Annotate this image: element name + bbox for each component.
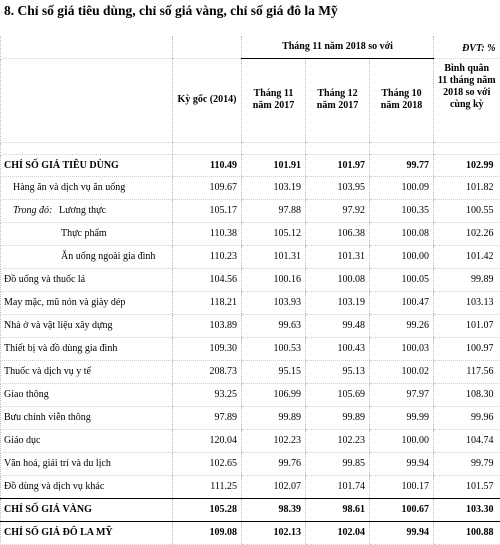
value-cell: 102.13 bbox=[242, 521, 306, 544]
value-cell: 99.94 bbox=[370, 452, 434, 475]
table-row bbox=[1, 383, 500, 406]
value-cell: 97.88 bbox=[242, 199, 306, 222]
value-cell: 101.97 bbox=[306, 154, 370, 176]
value-cell: 99.89 bbox=[434, 268, 500, 291]
value-cell: 101.07 bbox=[434, 314, 500, 337]
value-cell: 99.94 bbox=[370, 521, 434, 544]
table-row bbox=[1, 222, 500, 245]
value-cell: 103.95 bbox=[306, 176, 370, 199]
value-cell: 98.39 bbox=[242, 498, 306, 521]
value-cell: 106.99 bbox=[242, 383, 306, 406]
table-row bbox=[1, 337, 500, 360]
row-label: Thiết bị và đồ dùng gia đình bbox=[1, 337, 173, 360]
header-label-cell bbox=[1, 36, 173, 58]
value-cell: 105.12 bbox=[242, 222, 306, 245]
table-row bbox=[1, 360, 500, 383]
value-cell: 99.79 bbox=[434, 452, 500, 475]
value-cell: 117.56 bbox=[434, 360, 500, 383]
value-cell: 102.99 bbox=[434, 154, 500, 176]
value-cell: 118.21 bbox=[173, 291, 242, 314]
table-header-row bbox=[1, 58, 500, 142]
value-cell: 208.73 bbox=[173, 360, 242, 383]
row-label: CHỈ SỐ GIÁ VÀNG bbox=[1, 498, 173, 521]
value-cell: 95.15 bbox=[242, 360, 306, 383]
value-cell: 103.19 bbox=[306, 291, 370, 314]
value-cell: 99.89 bbox=[242, 406, 306, 429]
row-label: Trong đó: Lương thực bbox=[1, 199, 173, 222]
row-label: Thuốc và dịch vụ y tế bbox=[1, 360, 173, 383]
value-cell: 101.31 bbox=[306, 245, 370, 268]
value-cell: 109.30 bbox=[173, 337, 242, 360]
table-row bbox=[1, 521, 500, 544]
value-cell: 100.09 bbox=[370, 176, 434, 199]
value-cell: 99.99 bbox=[370, 406, 434, 429]
value-cell: 93.25 bbox=[173, 383, 242, 406]
value-cell: 97.89 bbox=[173, 406, 242, 429]
table-row bbox=[1, 245, 500, 268]
value-cell: 100.08 bbox=[306, 268, 370, 291]
value-cell: 99.48 bbox=[306, 314, 370, 337]
row-label: Ăn uống ngoài gia đình bbox=[1, 245, 173, 268]
value-cell: 100.17 bbox=[370, 475, 434, 498]
row-label: May mặc, mũ nón và giày dép bbox=[1, 291, 173, 314]
value-cell: 103.93 bbox=[242, 291, 306, 314]
value-cell: 99.96 bbox=[434, 406, 500, 429]
table-row bbox=[1, 176, 500, 199]
value-cell: 100.00 bbox=[370, 245, 434, 268]
table-row bbox=[1, 268, 500, 291]
unit-label: ĐVT: % bbox=[462, 43, 496, 54]
row-label: Giáo dục bbox=[1, 429, 173, 452]
value-cell: 98.61 bbox=[306, 498, 370, 521]
page-title: 8. Chỉ số giá tiêu dùng, chỉ số giá vàng, chỉ số giá đô la Mỹ bbox=[4, 3, 338, 18]
value-cell: 101.57 bbox=[434, 475, 500, 498]
value-cell: 110.23 bbox=[173, 245, 242, 268]
value-cell: 100.00 bbox=[370, 429, 434, 452]
table-row bbox=[1, 452, 500, 475]
row-label: CHỈ SỐ GIÁ ĐÔ LA MỸ bbox=[1, 521, 173, 544]
table-header-row-top bbox=[1, 36, 500, 58]
value-cell: 101.31 bbox=[242, 245, 306, 268]
table-row bbox=[1, 475, 500, 498]
value-cell: 105.69 bbox=[306, 383, 370, 406]
value-cell: 102.07 bbox=[242, 475, 306, 498]
value-cell: 102.23 bbox=[242, 429, 306, 452]
value-cell: 100.16 bbox=[242, 268, 306, 291]
value-cell: 120.04 bbox=[173, 429, 242, 452]
table-row bbox=[1, 429, 500, 452]
header-group: Tháng 11 năm 2018 so với bbox=[242, 36, 434, 58]
value-cell: 99.89 bbox=[306, 406, 370, 429]
value-cell: 100.97 bbox=[434, 337, 500, 360]
value-cell: 105.28 bbox=[173, 498, 242, 521]
value-cell: 100.08 bbox=[370, 222, 434, 245]
value-cell: 110.49 bbox=[173, 154, 242, 176]
row-label: Đồ dùng và dịch vụ khác bbox=[1, 475, 173, 498]
cpi-table bbox=[0, 36, 500, 545]
value-cell: 101.42 bbox=[434, 245, 500, 268]
header-col-avg: Bình quân 11 tháng năm 2018 so với cùng kỳ bbox=[434, 58, 500, 142]
value-cell: 100.67 bbox=[370, 498, 434, 521]
value-cell: 99.77 bbox=[370, 154, 434, 176]
header-col-base: Kỳ gốc (2014) bbox=[173, 58, 242, 142]
table-row bbox=[1, 291, 500, 314]
value-cell: 100.43 bbox=[306, 337, 370, 360]
value-cell: 99.85 bbox=[306, 452, 370, 475]
value-cell: 97.97 bbox=[370, 383, 434, 406]
header-col-oct2018: Tháng 10 năm 2018 bbox=[370, 58, 434, 142]
value-cell: 99.76 bbox=[242, 452, 306, 475]
row-label: Nhà ở và vật liệu xây dựng bbox=[1, 314, 173, 337]
table-row bbox=[1, 498, 500, 521]
value-cell: 106.38 bbox=[306, 222, 370, 245]
row-label: Giao thông bbox=[1, 383, 173, 406]
value-cell: 103.13 bbox=[434, 291, 500, 314]
value-cell: 109.67 bbox=[173, 176, 242, 199]
value-cell: 103.30 bbox=[434, 498, 500, 521]
value-cell: 100.53 bbox=[242, 337, 306, 360]
value-cell: 105.17 bbox=[173, 199, 242, 222]
value-cell: 101.74 bbox=[306, 475, 370, 498]
value-cell: 100.55 bbox=[434, 199, 500, 222]
table-row bbox=[1, 406, 500, 429]
value-cell: 100.03 bbox=[370, 337, 434, 360]
row-label: Hàng ăn và dịch vụ ăn uống bbox=[1, 176, 173, 199]
value-cell: 102.26 bbox=[434, 222, 500, 245]
row-label: Văn hoá, giải trí và du lịch bbox=[1, 452, 173, 475]
table-row bbox=[1, 199, 500, 222]
value-cell: 111.25 bbox=[173, 475, 242, 498]
value-cell: 102.23 bbox=[306, 429, 370, 452]
row-label: Đồ uống và thuốc lá bbox=[1, 268, 173, 291]
value-cell: 100.02 bbox=[370, 360, 434, 383]
value-cell: 103.19 bbox=[242, 176, 306, 199]
spacer-row bbox=[1, 142, 500, 154]
value-cell: 99.26 bbox=[370, 314, 434, 337]
value-cell: 100.05 bbox=[370, 268, 434, 291]
value-cell: 104.56 bbox=[173, 268, 242, 291]
row-label: CHỈ SỐ GIÁ TIÊU DÙNG bbox=[1, 154, 173, 176]
value-cell: 95.13 bbox=[306, 360, 370, 383]
table-row bbox=[1, 314, 500, 337]
value-cell: 103.89 bbox=[173, 314, 242, 337]
value-cell: 99.63 bbox=[242, 314, 306, 337]
value-cell: 102.65 bbox=[173, 452, 242, 475]
header-col-dec2017: Tháng 12 năm 2017 bbox=[306, 58, 370, 142]
row-label: Thực phẩm bbox=[1, 222, 173, 245]
value-cell: 101.82 bbox=[434, 176, 500, 199]
value-cell: 97.92 bbox=[306, 199, 370, 222]
header-empty bbox=[1, 58, 173, 142]
value-cell: 109.08 bbox=[173, 521, 242, 544]
value-cell: 101.91 bbox=[242, 154, 306, 176]
header-unit-cell bbox=[434, 36, 500, 58]
header-base-cell bbox=[173, 36, 242, 58]
value-cell: 100.47 bbox=[370, 291, 434, 314]
value-cell: 102.04 bbox=[306, 521, 370, 544]
header-col-nov2017: Tháng 11 năm 2017 bbox=[242, 58, 306, 142]
value-cell: 100.88 bbox=[434, 521, 500, 544]
value-cell: 104.74 bbox=[434, 429, 500, 452]
value-cell: 110.38 bbox=[173, 222, 242, 245]
row-label: Bưu chính viễn thông bbox=[1, 406, 173, 429]
value-cell: 108.30 bbox=[434, 383, 500, 406]
value-cell: 100.35 bbox=[370, 199, 434, 222]
table-row bbox=[1, 154, 500, 176]
